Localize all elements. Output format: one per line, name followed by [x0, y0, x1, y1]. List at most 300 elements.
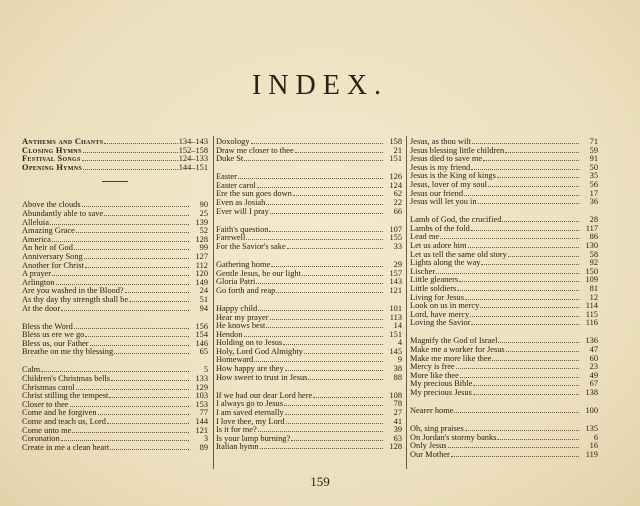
index-entry — [216, 137, 402, 146]
index-entry — [410, 275, 598, 284]
entry-page: 63 — [393, 433, 402, 443]
entry-title: Gentle Jesus, be our light — [216, 268, 301, 278]
entry-page: 88 — [393, 372, 402, 382]
index-entry — [22, 400, 208, 409]
entry-page: 156 — [195, 321, 208, 331]
entry-title: Come and teach us, Lord — [22, 417, 106, 427]
index-group — [410, 215, 598, 327]
index-entry — [410, 154, 598, 163]
dot-leader — [246, 233, 383, 240]
entry-page: 99 — [199, 243, 208, 253]
dot-leader — [111, 374, 189, 381]
entry-title: Are you washed in the Blood? — [22, 286, 124, 296]
entry-page: 6 — [593, 432, 598, 442]
dot-leader — [481, 258, 579, 265]
entry-page: 9 — [397, 355, 402, 365]
dot-leader — [502, 215, 579, 222]
entry-title: As thy day thy strength shall be — [22, 294, 129, 304]
entry-page: 47 — [589, 345, 598, 355]
entry-title: An heir of God — [22, 243, 73, 253]
dot-leader — [459, 275, 579, 282]
index-entry — [22, 330, 208, 339]
dot-leader — [98, 408, 189, 415]
index-entry — [22, 163, 208, 172]
index-entry — [216, 225, 402, 234]
entry-page: 124 — [389, 180, 402, 190]
entry-title: Christmas carol — [22, 382, 75, 392]
entry-title: Create in me a clean heart — [22, 442, 110, 452]
entry-page: 136 — [585, 336, 598, 346]
entry-page: 90 — [199, 200, 208, 210]
dot-leader — [74, 243, 189, 250]
dot-leader — [266, 321, 383, 328]
index-entry — [410, 146, 598, 155]
index-entry — [22, 434, 208, 443]
entry-page: 134–143 — [178, 137, 208, 146]
dot-leader — [308, 373, 383, 380]
entry-title: Lambs of the fold — [410, 223, 470, 233]
entry-title: Farewell — [216, 233, 246, 243]
entry-page: 103 — [195, 391, 208, 401]
entry-title: Magnify the God of Israel — [410, 336, 498, 346]
entry-page: 51 — [199, 294, 208, 304]
entry-title: Make me more like thee — [410, 353, 492, 363]
dot-leader — [266, 198, 383, 205]
dot-leader — [258, 304, 383, 311]
dot-leader — [82, 200, 189, 207]
entry-page: 133 — [195, 374, 208, 384]
dot-leader — [271, 260, 383, 267]
entry-page: 17 — [589, 188, 598, 198]
index-entry — [216, 260, 402, 269]
entry-page: 4 — [397, 338, 402, 348]
entry-title: For the Savior's sake — [216, 241, 286, 251]
dot-leader — [269, 225, 383, 232]
entry-page: 115 — [585, 309, 598, 319]
index-entry — [410, 241, 598, 250]
index-entry — [410, 189, 598, 198]
dot-leader — [70, 400, 189, 407]
entry-title: Lischer — [410, 266, 436, 276]
entry-title: Christ stilling the tempest — [22, 391, 109, 401]
entry-title: Hear my prayer — [216, 312, 269, 322]
index-entry — [22, 154, 208, 163]
entry-title: Above the clouds — [22, 200, 81, 210]
dot-leader — [498, 336, 579, 343]
entry-title: Arlington — [22, 277, 55, 287]
dot-leader — [471, 318, 579, 325]
entry-page: 22 — [393, 198, 402, 208]
dot-leader — [457, 284, 579, 291]
entry-title: Our Mother — [410, 450, 450, 459]
index-group — [410, 424, 598, 458]
index-group — [216, 137, 402, 163]
index-group — [216, 172, 402, 215]
entry-title: Jesus blessing little children — [410, 145, 505, 155]
entry-title: Bless us ere we go — [22, 330, 85, 340]
index-entry — [22, 304, 208, 313]
entry-page: 152–158 — [178, 145, 208, 155]
dot-leader — [85, 330, 189, 337]
entry-page: 60 — [589, 353, 598, 363]
entry-page: 126 — [389, 172, 402, 182]
index-group — [410, 406, 598, 415]
entry-title: Come unto me — [22, 425, 72, 435]
page-number: 159 — [310, 474, 330, 489]
dot-leader — [285, 364, 383, 371]
index-entry — [22, 443, 208, 452]
dot-leader — [110, 443, 189, 450]
entry-page: 150 — [585, 266, 598, 276]
entry-page: 153 — [195, 399, 208, 409]
index-group — [216, 391, 402, 451]
index-entry — [410, 388, 598, 397]
entry-title: Is it for me? — [216, 425, 257, 435]
dot-leader — [506, 345, 579, 352]
entry-title: Ever will I pray — [216, 206, 269, 216]
index-entry — [216, 330, 402, 339]
entry-title: Duke St — [216, 154, 244, 164]
dot-leader — [480, 301, 579, 308]
entry-page: 14 — [393, 321, 402, 331]
entry-title: At the door — [22, 303, 61, 313]
entry-page: 121 — [389, 285, 402, 295]
entry-page: 3 — [203, 434, 208, 444]
column-divider-right — [406, 136, 407, 469]
index-entry — [410, 406, 598, 415]
entry-page: 121 — [195, 425, 208, 435]
index-entry — [410, 433, 598, 442]
entry-page: 86 — [589, 232, 598, 242]
entry-page: 24 — [199, 286, 208, 296]
dot-leader — [497, 433, 579, 440]
dot-leader — [304, 347, 383, 354]
index-entry — [216, 269, 402, 278]
index-group — [22, 200, 208, 312]
dot-leader — [270, 313, 383, 320]
index-column-1 — [22, 137, 208, 461]
index-entry — [410, 371, 598, 380]
dot-leader — [61, 304, 189, 311]
index-entry — [22, 200, 208, 209]
dot-leader — [258, 425, 383, 432]
index-group — [410, 336, 598, 396]
entry-title: Jesus, lover of my soul — [410, 179, 487, 189]
index-entry — [410, 250, 598, 259]
entry-title: Lord, have mercy — [410, 309, 470, 319]
entry-title: Jesus is my friend — [410, 162, 471, 172]
dot-leader — [508, 250, 579, 257]
entry-page: 109 — [585, 275, 598, 285]
entry-page: 101 — [389, 303, 402, 313]
entry-page: 78 — [393, 399, 402, 409]
index-entry — [22, 137, 208, 146]
index-group — [216, 304, 402, 381]
entry-title: Make me a worker for Jesus — [410, 345, 505, 355]
dot-leader — [472, 137, 579, 144]
entry-title: Another for Christ — [22, 260, 84, 270]
entry-title: Easter carol — [216, 180, 256, 190]
dot-leader — [74, 322, 189, 329]
entry-title: America — [22, 234, 51, 244]
entry-page: 92 — [589, 258, 598, 268]
entry-title: Lead me — [410, 232, 440, 242]
index-title: INDEX. — [251, 70, 389, 101]
index-entry — [216, 233, 402, 242]
index-entry — [410, 232, 598, 241]
index-entry — [22, 408, 208, 417]
entry-page: 89 — [199, 442, 208, 452]
index-entry — [410, 354, 598, 363]
index-entry — [216, 277, 402, 286]
dot-leader — [440, 232, 579, 239]
dot-leader — [270, 207, 383, 214]
index-entry — [410, 215, 598, 224]
entry-page: 143 — [389, 277, 402, 287]
index-entry — [22, 374, 208, 383]
dot-leader — [465, 424, 579, 431]
entry-page: 39 — [393, 425, 402, 435]
entry-page: 50 — [589, 162, 598, 172]
entry-title: Lights along the way — [410, 258, 481, 268]
entry-page: 120 — [195, 269, 208, 279]
dot-leader — [251, 137, 384, 144]
index-entry — [22, 347, 208, 356]
index-entry — [22, 218, 208, 227]
index-entry — [410, 424, 598, 433]
index-group — [22, 365, 208, 451]
dot-leader — [468, 241, 579, 248]
entry-page: 149 — [195, 277, 208, 287]
dot-leader — [464, 189, 579, 196]
dot-leader — [284, 399, 383, 406]
index-entry — [410, 345, 598, 354]
dot-leader — [107, 417, 189, 424]
dot-leader — [313, 391, 383, 398]
index-entry — [216, 172, 402, 181]
dot-leader — [287, 242, 383, 249]
entry-page: 129 — [195, 382, 208, 392]
dot-leader — [465, 293, 579, 300]
dot-leader — [254, 355, 383, 362]
entry-title: Abundantly able to save — [22, 208, 104, 218]
entry-page: 146 — [195, 338, 208, 348]
dot-leader — [61, 434, 189, 441]
entry-page: 157 — [389, 268, 402, 278]
entry-page: 107 — [389, 224, 402, 234]
dot-leader — [471, 224, 579, 231]
entry-page: 27 — [393, 407, 402, 417]
entry-title: Coronation — [22, 434, 60, 444]
entry-page: 144–151 — [178, 162, 208, 172]
entry-title: Draw me closer to thee — [216, 145, 294, 155]
dot-leader — [478, 197, 579, 204]
dot-leader — [470, 310, 579, 317]
entry-title: Only Jesus — [410, 441, 447, 451]
dot-leader — [109, 391, 189, 398]
entry-title: A prayer — [22, 269, 52, 279]
index-entry — [216, 304, 402, 313]
entry-title: Holy, Lord God Almighty — [216, 346, 303, 356]
entry-title: Amazing Grace — [22, 226, 75, 236]
index-entry — [216, 207, 402, 216]
entry-title: Anthems and Chants — [22, 137, 104, 146]
entry-title: Homeward — [216, 355, 254, 365]
index-group — [22, 137, 208, 171]
entry-page: 77 — [199, 408, 208, 418]
index-entry — [216, 146, 402, 155]
index-entry — [216, 189, 402, 198]
entry-page: 155 — [389, 233, 402, 243]
dot-leader — [436, 267, 579, 274]
entry-page: 113 — [389, 312, 402, 322]
entry-title: Bless us, our Father — [22, 338, 89, 348]
index-group — [410, 137, 598, 206]
entry-page: 116 — [585, 318, 598, 328]
index-entry — [22, 391, 208, 400]
entry-title: If we had our dear Lord here — [216, 390, 313, 400]
entry-title: Closing Hymns — [22, 145, 82, 155]
entry-page: 62 — [393, 189, 402, 199]
index-entry — [410, 258, 598, 267]
index-entry — [216, 338, 402, 347]
entry-page: 151 — [389, 154, 402, 164]
entry-title: Easter — [216, 172, 237, 182]
entry-title: I always go to Jesus — [216, 399, 283, 409]
dot-leader — [285, 408, 383, 415]
entry-title: Bless the Word — [22, 321, 73, 331]
entry-title: How sweet to trust in Jesus — [216, 372, 308, 382]
entry-page: 25 — [199, 208, 208, 218]
entry-page: 56 — [589, 179, 598, 189]
index-entry — [22, 286, 208, 295]
dot-leader — [471, 163, 579, 170]
index-entry — [410, 137, 598, 146]
entry-title: He knows best — [216, 321, 266, 331]
entry-title: Jesus is the King of kings — [410, 171, 496, 181]
index-entry — [410, 310, 598, 319]
dot-leader — [293, 189, 383, 196]
entry-title: Jesus our friend — [410, 188, 464, 198]
dot-leader — [460, 371, 579, 378]
dot-leader — [82, 154, 178, 161]
index-entry — [216, 425, 402, 434]
dot-leader — [505, 146, 579, 153]
entry-title: Doxology — [216, 137, 250, 146]
entry-page: 21 — [393, 145, 402, 155]
entry-title: Little gleaners — [410, 275, 459, 285]
index-entry — [216, 408, 402, 417]
entry-page: 117 — [585, 223, 598, 233]
entry-title: Loving the Savior — [410, 318, 471, 328]
dot-leader — [83, 163, 178, 170]
entry-page: 67 — [589, 379, 598, 389]
dot-leader — [104, 209, 189, 216]
dot-leader — [125, 286, 189, 293]
index-group — [216, 260, 402, 294]
index-column-2 — [216, 137, 402, 460]
entry-page: 36 — [589, 197, 598, 207]
entry-title: Faith's question — [216, 224, 269, 234]
entry-page: 94 — [199, 303, 208, 313]
dot-leader — [483, 154, 579, 161]
entry-title: Let us tell the same old story — [410, 249, 507, 259]
index-entry — [216, 442, 402, 451]
entry-page: 71 — [589, 137, 598, 146]
index-entry — [22, 243, 208, 252]
entry-title: Opening Hymns — [22, 162, 83, 172]
entry-title: On Jordan's stormy banks — [410, 432, 497, 442]
index-entry — [216, 198, 402, 207]
entry-page: 29 — [393, 260, 402, 270]
dot-leader — [52, 235, 189, 242]
index-entry — [410, 180, 598, 189]
index-entry — [22, 365, 208, 374]
entry-title: Gloria Patri — [216, 277, 256, 287]
index-entry — [216, 154, 402, 163]
dot-leader — [488, 180, 579, 187]
entry-title: Closer to thee — [22, 399, 69, 409]
entry-page: 38 — [393, 364, 402, 374]
index-entry — [22, 261, 208, 270]
entry-page: 128 — [195, 234, 208, 244]
index-entry — [216, 286, 402, 295]
entry-page: 33 — [393, 241, 402, 251]
dot-leader — [256, 277, 383, 284]
entry-title: My precious Bible — [410, 379, 473, 389]
dot-leader — [473, 388, 579, 395]
entry-title: Come and be forgiven — [22, 408, 97, 418]
entry-page: 138 — [585, 388, 598, 398]
entry-title: Italian hymn — [216, 442, 259, 452]
entry-title: Jesus will let you in — [410, 197, 477, 207]
index-entry — [216, 399, 402, 408]
dot-leader — [302, 269, 383, 276]
entry-page: 119 — [585, 450, 598, 459]
entry-page: 58 — [589, 249, 598, 259]
entry-title: Alleluia — [22, 217, 49, 227]
index-entry — [22, 322, 208, 331]
entry-page: 139 — [195, 217, 208, 227]
index-group — [216, 225, 402, 251]
entry-title: My precious Jesus — [410, 388, 472, 398]
dot-leader — [76, 226, 189, 233]
entry-title: I am saved eternally — [216, 407, 284, 417]
dot-leader — [244, 330, 383, 337]
entry-title: Even as Josiah — [216, 198, 266, 208]
entry-page: 52 — [199, 226, 208, 236]
entry-page: 59 — [589, 145, 598, 155]
dot-leader — [52, 269, 189, 276]
index-entry — [216, 242, 402, 251]
dot-leader — [238, 172, 383, 179]
entry-title: Mercy is free — [410, 362, 455, 372]
dot-leader — [451, 450, 579, 457]
entry-title: Lamb of God, the crucified — [410, 215, 502, 225]
index-entry — [410, 284, 598, 293]
entry-page: 127 — [195, 251, 208, 261]
dot-leader — [276, 286, 383, 293]
index-entry — [410, 267, 598, 276]
entry-page: 112 — [195, 260, 208, 270]
entry-title: Holding on to Jesus — [216, 338, 283, 348]
index-entry — [410, 379, 598, 388]
dot-leader — [90, 339, 189, 346]
dot-leader — [454, 406, 579, 413]
dot-leader — [104, 137, 177, 144]
dot-leader — [448, 441, 579, 448]
dot-leader — [129, 295, 189, 302]
